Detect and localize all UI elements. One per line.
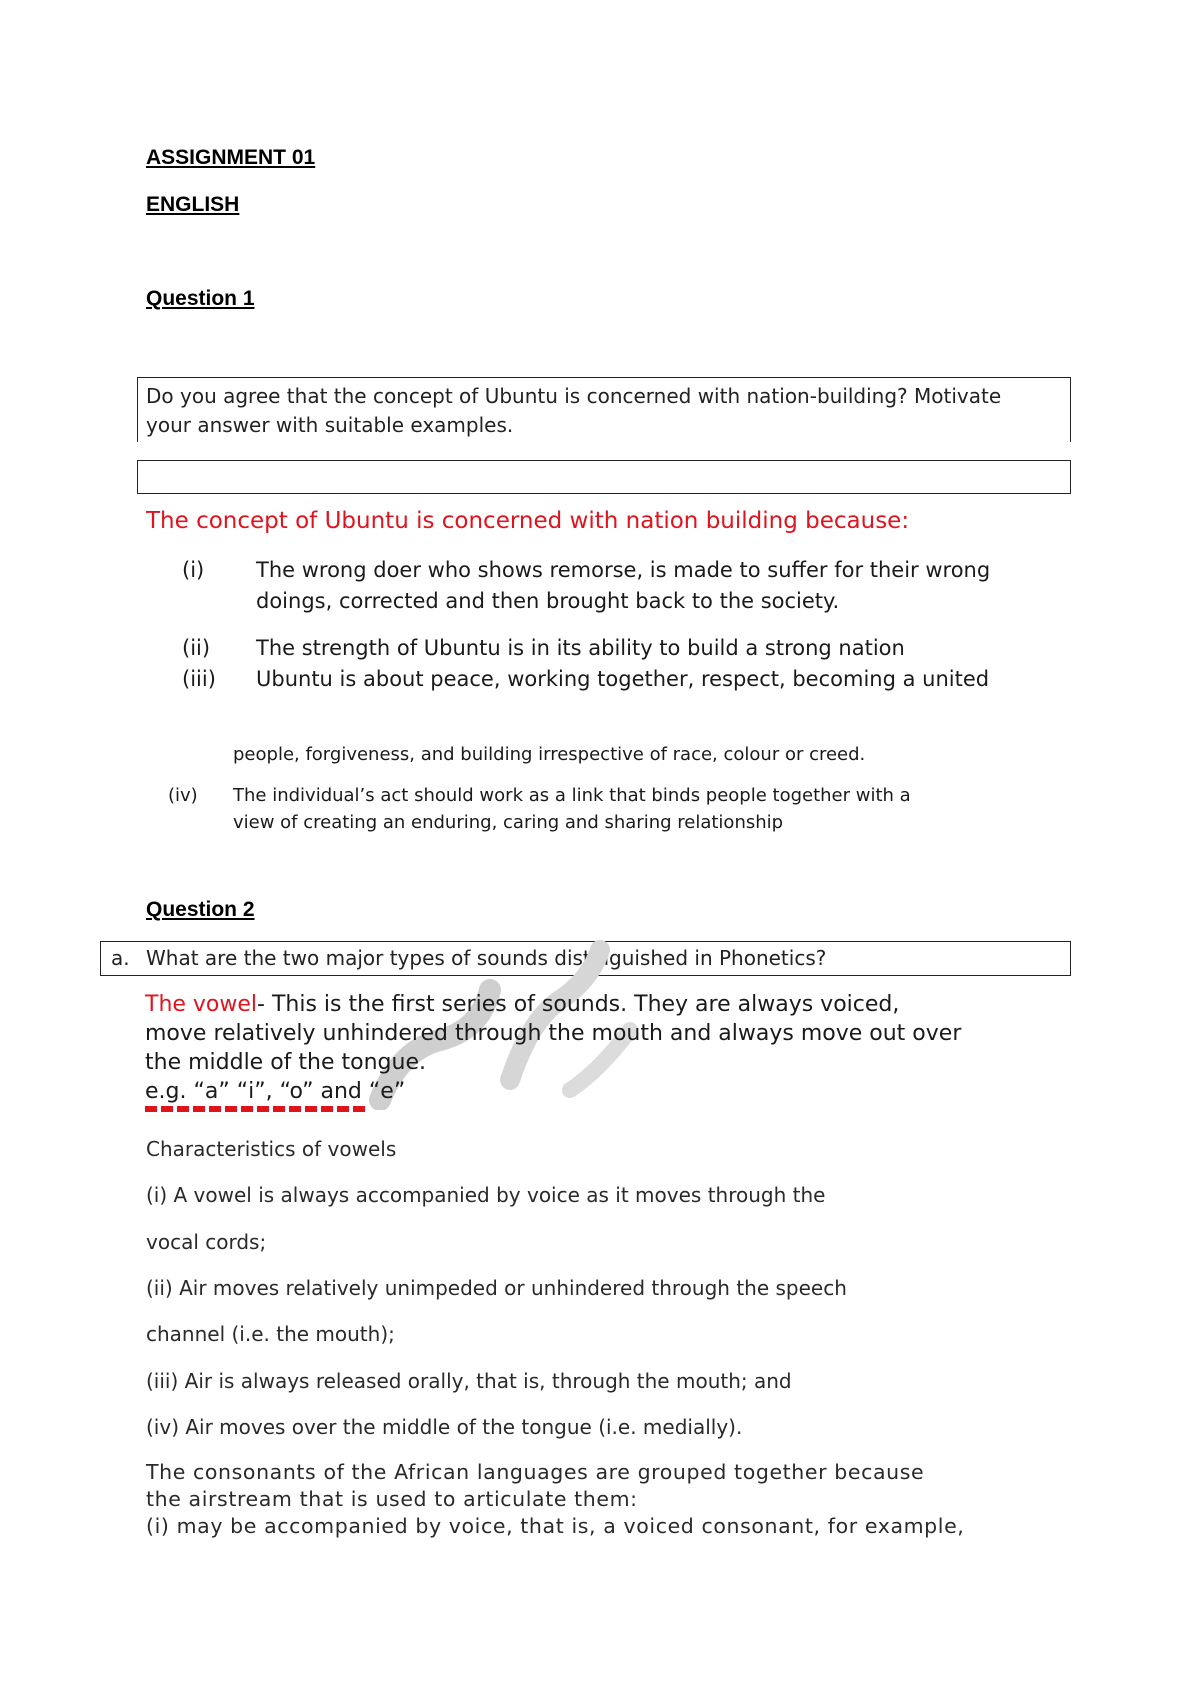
question-2a-label: a. — [111, 946, 130, 970]
characteristic-line-2: vocal cords; — [146, 1230, 267, 1254]
vowel-definition-line-3: the middle of the tongue. — [145, 1050, 426, 1075]
characteristic-line-1: (i) A vowel is always accompanied by voice as it moves through the — [146, 1183, 826, 1207]
characteristic-line-6: (iv) Air moves over the middle of the tongue (i.e. medially). — [146, 1415, 743, 1439]
vowel-definition-line-1 — [145, 990, 899, 1019]
point-4-number: (iv) — [168, 785, 198, 806]
point-1-line-2: doings, corrected and then brought back to the society. — [256, 589, 840, 613]
vowel-definition-line-2: move relatively unhindered through the mouth and always move out over — [145, 1021, 962, 1046]
vowel-term: The vowel — [145, 992, 258, 1017]
subject-title: ENGLISH — [146, 193, 240, 216]
characteristic-line-4: channel (i.e. the mouth); — [146, 1322, 395, 1346]
question-2a-prompt-box — [100, 941, 1071, 976]
answer-box — [137, 460, 1071, 494]
point-1-number: (i) — [182, 558, 205, 582]
characteristic-line-5: (iii) Air is always released orally, that is, through the mouth; and — [146, 1369, 792, 1393]
point-3-number: (iii) — [182, 667, 216, 691]
question-1-prompt-line-2: your answer with suitable examples. — [146, 413, 514, 437]
point-3-continuation: people, forgiveness, and building irrespective of race, colour or creed. — [233, 744, 866, 765]
vowel-line-1-text: - This is the first series of sounds. They are always voiced, — [257, 992, 900, 1017]
characteristic-line-3: (ii) Air moves relatively unimpeded or unhindered through the speech — [146, 1276, 847, 1300]
point-2-line-1: The strength of Ubuntu is in its ability to build a strong nation — [256, 636, 905, 660]
point-3-line-1: Ubuntu is about peace, working together, respect, becoming a united — [256, 667, 990, 691]
consonants-line-1: The consonants of the African languages are grouped together because — [146, 1460, 925, 1484]
question-2-heading: Question 2 — [146, 898, 255, 921]
question-1-answer-intro: The concept of Ubuntu is concerned with nation building because: — [146, 508, 910, 534]
question-1-heading: Question 1 — [146, 287, 255, 310]
point-1-line-1: The wrong doer who shows remorse, is made to suffer for their wrong — [256, 558, 991, 582]
point-4-line-1: The individual’s act should work as a link that binds people together with a — [233, 785, 911, 806]
question-2a-prompt: What are the two major types of sounds distinguished in Phonetics? — [146, 946, 827, 970]
question-1-prompt-line-1: Do you agree that the concept of Ubuntu is concerned with nation-building? Motivate — [146, 384, 1002, 408]
consonants-line-3: (i) may be accompanied by voice, that is, a voiced consonant, for example, — [146, 1514, 965, 1538]
consonants-line-2: the airstream that is used to articulate them: — [146, 1487, 638, 1511]
question-1-prompt-box — [137, 377, 1071, 442]
clipped-text-remnant — [145, 1106, 635, 1112]
assignment-title: ASSIGNMENT 01 — [146, 146, 316, 169]
point-2-number: (ii) — [182, 636, 211, 660]
vowel-examples: e.g. “a” “i”, “o” and “e” — [145, 1079, 406, 1104]
point-4-line-2: view of creating an enduring, caring and sharing relationship — [233, 812, 784, 833]
characteristics-heading: Characteristics of vowels — [146, 1137, 397, 1161]
